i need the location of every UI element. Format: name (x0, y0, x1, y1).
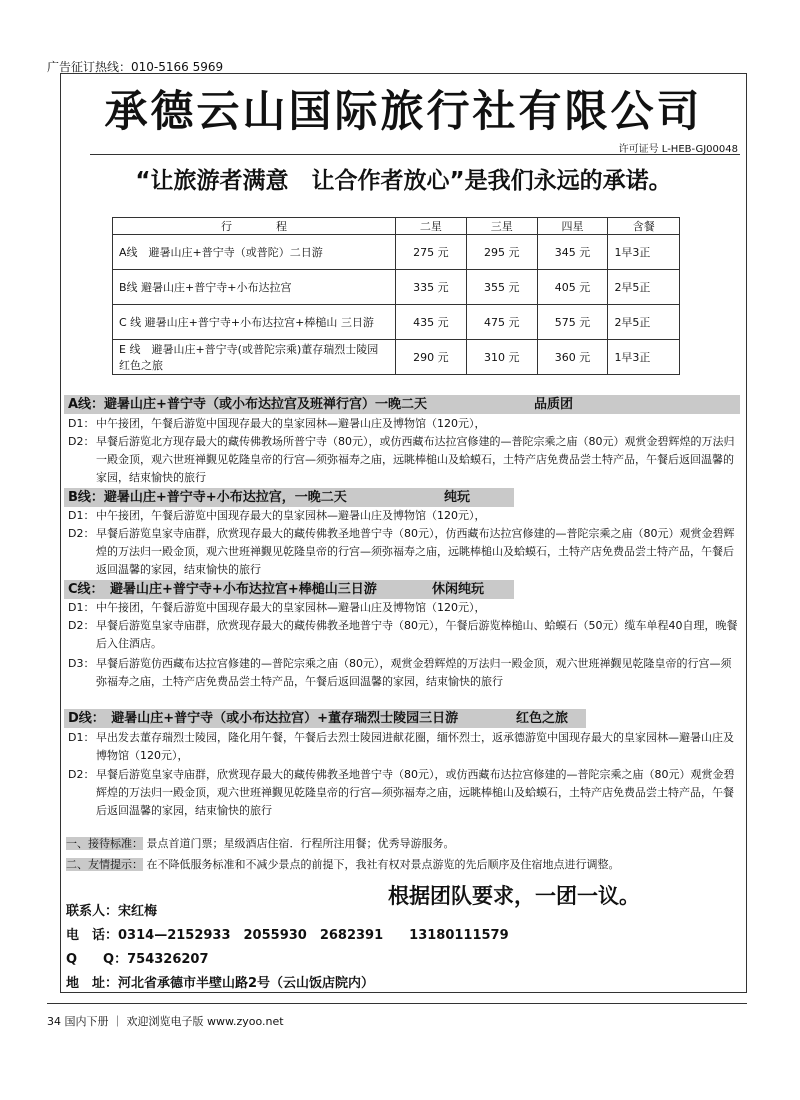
divider (90, 154, 740, 155)
price-cell: 355 元 (466, 270, 537, 305)
section-tag: 纯玩 (444, 490, 471, 505)
day-label: D1： (68, 601, 95, 614)
table-row (113, 305, 680, 340)
note-reception-standard (66, 835, 746, 851)
meals-cell: 1早3正 (608, 235, 680, 270)
price-cell: 310 元 (466, 340, 537, 375)
company-name: 承德云山国际旅行社有限公司 (104, 87, 703, 137)
section-tag: 红色之旅 (516, 711, 569, 726)
section-header-a (64, 395, 740, 414)
day-text: 中午接团，午餐后游览中国现存最大的皇家园林—避暑山庄及博物馆（120元）， (96, 417, 486, 430)
qq-label: Q Q： (66, 952, 128, 967)
day-text: 早餐后游览皇家寺庙群，欣赏现存最大的藏传佛教圣地普宁寺（80元），或仿西藏布达拉宫修建的—普陀宗乘之庙（80元）观赏金碧辉煌的万法归一殿金顶，观六世班禅觐见乾隆皇帝的行宫—须弥福寿之庙，远眺棒槌山及蛤蟆石，土特产店免费品尝土特产品，午餐后返回温馨的家园，结束愉快的旅行 (96, 768, 735, 817)
day-label: D2： (68, 527, 95, 540)
price-cell: 575 元 (537, 305, 608, 340)
day-text: 早餐后游览北方现存最大的藏传佛教场所普宁寺（80元），或仿西藏布达拉宫修建的—普陀宗乘之庙（80元）观赏金碧辉煌的万法归一殿金顶，观六世班禅觐见乾隆皇帝的行宫—须弥福寿之庙，远眺棒槌山及蛤蟆石，土特产店免费品尝土特产品，午餐后返回温馨的家园，结束愉快的旅行 (96, 435, 735, 484)
license-number: 许可证号 L-HEB-GJ00048 (618, 144, 738, 155)
day-text: 早餐后游览仿西藏布达拉宫修建的—普陀宗乘之庙（80元），观赏金碧辉煌的万法归一殿金顶，观六世班禅觐见乾隆皇帝的行宫—须弥福寿之庙，土特产店免费品尝土特产品，午餐后返回温馨的家园，结束愉快的旅行 (96, 657, 732, 688)
price-cell: 295 元 (466, 235, 537, 270)
note-text: 景点首道门票；星级酒店住宿．行程所注用餐；优秀导游服务。 (146, 837, 455, 850)
day-label: D2： (68, 768, 95, 781)
table-row (113, 340, 680, 375)
day-text: 早餐后游览皇家寺庙群，欣赏现存最大的藏传佛教圣地普宁寺（80元），仿西藏布达拉宫修建的—普陀宗乘之庙（80元）观赏金碧辉煌的万法归一殿金顶，观六世班禅觐见乾隆皇帝的行宫—须弥福寿之庙，远眺棒槌山及蛤蟆石，土特产店免费品尝土特产品，午餐后返回温馨的家园，结束愉快的旅行 (96, 527, 735, 576)
price-cell: 405 元 (537, 270, 608, 305)
section-header-b (64, 488, 740, 507)
price-cell: 290 元 (396, 340, 467, 375)
phone-label: 电 话： (66, 928, 119, 943)
day-text: 中午接团，午餐后游览中国现存最大的皇家园林—避暑山庄及博物馆（120元）， (96, 601, 486, 614)
route-cell: E 线 避暑山庄+普宁寺(或普陀宗乘)董存瑞烈士陵园 红色之旅 (113, 340, 396, 375)
section-title: B线：避暑山庄+普宁寺+小布达拉宫，一晚二天 (68, 490, 347, 505)
price-cell: 475 元 (466, 305, 537, 340)
price-table-header (113, 218, 680, 235)
section-tag: 休闲纯玩 (432, 582, 485, 597)
note-text: 在不降低服务标准和不减少景点的前提下，我社有权对景点游览的先后顺序及住宿地点进行调整。 (146, 858, 620, 871)
section-title: D线： 避暑山庄+普宁寺（或小布达拉宫）+董存瑞烈士陵园三日游 (68, 711, 459, 726)
header-three-star: 三星 (466, 218, 537, 235)
day-text: 中午接团，午餐后游览中国现存最大的皇家园林—避暑山庄及博物馆（120元）， (96, 509, 486, 522)
meals-cell: 2早5正 (608, 305, 680, 340)
price-cell: 435 元 (396, 305, 467, 340)
route-cell: C 线 避暑山庄+普宁寺+小布达拉宫+棒槌山 三日游 (113, 305, 396, 340)
note-friendly-tip (66, 856, 746, 872)
day-label: D1： (68, 731, 95, 744)
day-text: 早出发去董存瑞烈士陵园，隆化用午餐，午餐后去烈士陵园进献花圈，缅怀烈士，返承德游览中国现存最大的皇家园林—避暑山庄及博物馆（120元）， (96, 731, 734, 762)
contact-person: 联系人：宋红梅 (66, 904, 158, 919)
meals-cell: 1早3正 (608, 340, 680, 375)
ad-hotline: 广告征订热线：010-5166 5969 (47, 60, 224, 74)
handwritten-note: 根据团队要求，一团一议。 (388, 883, 640, 908)
day-label: D2： (68, 435, 95, 448)
table-row (113, 235, 680, 270)
section-header-d (64, 709, 740, 728)
price-cell: 275 元 (396, 235, 467, 270)
contact-phone (66, 924, 509, 943)
day-text: 早餐后游览皇家寺庙群，欣赏现存最大的藏传佛教圣地普宁寺（80元），午餐后游览棒槌山、蛤蟆石（50元）缆车单程40自理，晚餐后入住酒店。 (96, 619, 738, 650)
price-table (112, 217, 680, 375)
day-label: D1： (68, 509, 95, 522)
footer-divider (47, 1003, 747, 1004)
header-route: 行 程 (113, 218, 396, 235)
meals-cell: 2早5正 (608, 270, 680, 305)
price-cell: 345 元 (537, 235, 608, 270)
page-footer: 34 国内下册 ｜ 欢迎浏览电子版 www.zyoo.net (47, 1015, 284, 1028)
slogan: “让旅游者满意 让合作者放心”是我们永远的承诺。 (135, 168, 672, 194)
day-label: D2： (68, 619, 95, 632)
header-two-star: 二星 (396, 218, 467, 235)
day-label: D3： (68, 657, 95, 670)
section-title: A线：避暑山庄+普宁寺（或小布达拉宫及班禅行宫）一晚二天 (68, 397, 427, 412)
price-cell: 360 元 (537, 340, 608, 375)
address-text: 河北省承德市半壁山路2号（云山饭店院内） (118, 976, 375, 991)
table-row (113, 270, 680, 305)
contact-address (66, 972, 374, 991)
address-label: 地 址： (66, 976, 119, 991)
header-four-star: 四星 (537, 218, 608, 235)
note-label: 二、友情提示： (66, 858, 143, 871)
day-label: D1： (68, 417, 95, 430)
qq-number: 754326207 (127, 952, 209, 967)
price-cell: 335 元 (396, 270, 467, 305)
section-title: C线： 避暑山庄+普宁寺+小布达拉宫+棒槌山三日游 (68, 582, 377, 597)
header-meals: 含餐 (608, 218, 680, 235)
section-header-c (64, 580, 740, 599)
phone-numbers: 0314—2152933 2055930 2682391 13180111579 (118, 928, 509, 943)
note-label: 一、接待标准： (66, 837, 143, 850)
route-cell: A线 避暑山庄+普宁寺（或普陀）二日游 (113, 235, 396, 270)
contact-qq (66, 948, 209, 967)
section-tag: 品质团 (534, 397, 574, 412)
route-cell: B线 避暑山庄+普宁寺+小布达拉宫 (113, 270, 396, 305)
